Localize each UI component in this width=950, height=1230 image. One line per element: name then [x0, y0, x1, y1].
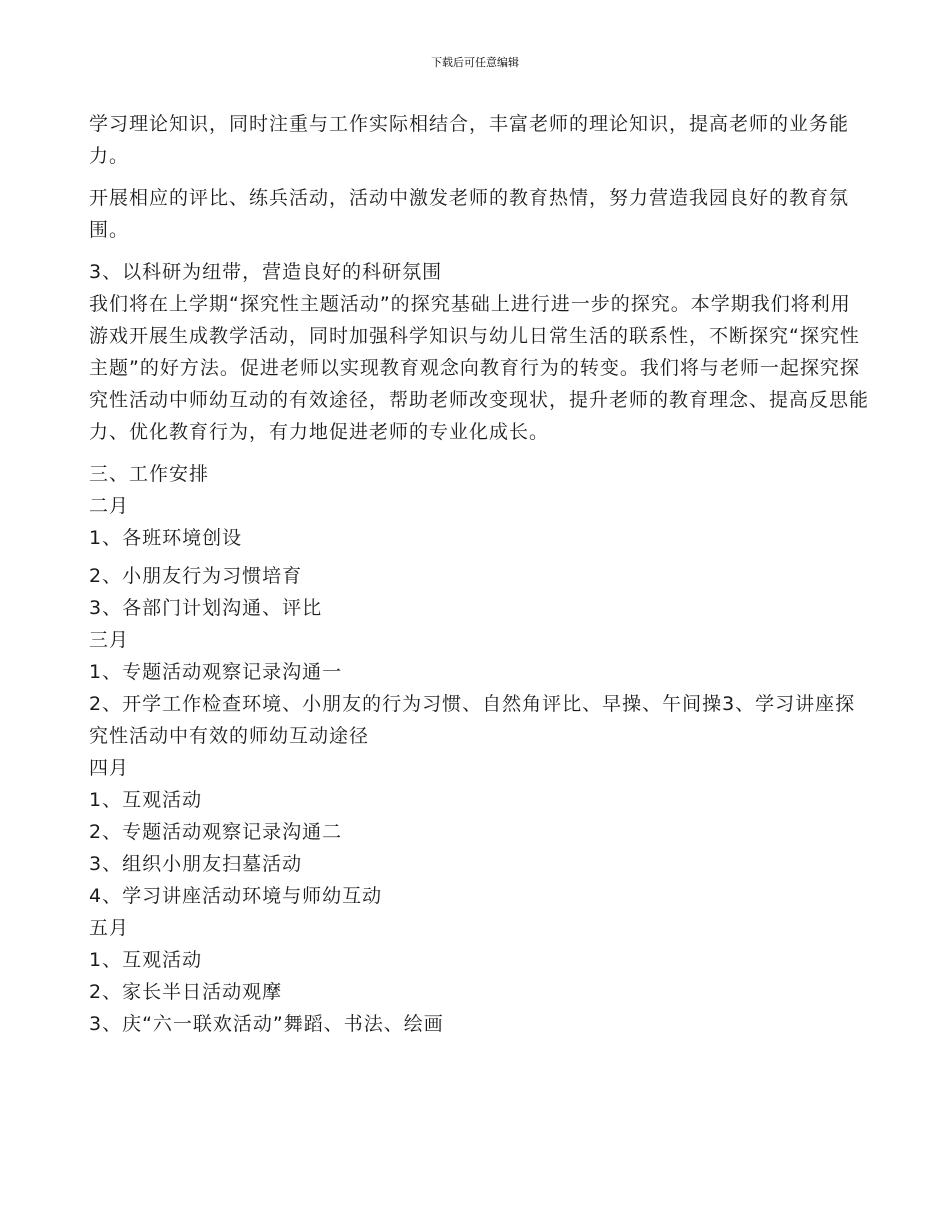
list-item: 1、各班环境创设 [89, 527, 243, 549]
month-may: 五月 [89, 917, 130, 939]
list-item: 2、小朋友行为习惯培育 [89, 565, 303, 587]
page-header: 下载后可任意编辑 [431, 56, 519, 69]
list-item: 3、组织小朋友扫墓活动 [89, 853, 303, 875]
paragraph-research: 我们将在上学期“探究性主题活动”的探究基础上进行进一步的探究。本学期我们将利用游戏开展生成教学活动，同时加强科学知识与幼儿日常生活的联系性，不断探究“探究性主题”的好方法。促进老师以实现教育观念向教育行为的转变。我们将与老师一起探究探究性活动中师幼互动的有效途径，帮助老师改变现状，提升老师的教育理念、提高反思能力、优化教育行为，有力地促进老师的专业化成长。 [89, 293, 870, 443]
list-item: 1、互观活动 [89, 789, 203, 811]
month-feb: 二月 [89, 495, 130, 517]
list-item: 2、家长半日活动观摩 [89, 981, 283, 1003]
list-item: 3、各部门计划沟通、评比 [89, 597, 323, 619]
list-item: 1、互观活动 [89, 949, 203, 971]
list-item: 4、学习讲座活动环境与师幼互动 [89, 885, 383, 907]
list-item: 3、庆“六一联欢活动”舞蹈、书法、绘画 [89, 1013, 444, 1035]
month-mar: 三月 [89, 629, 130, 651]
paragraph-theory: 学习理论知识，同时注重与工作实际相结合，丰富老师的理论知识，提高老师的业务能力。 [89, 113, 850, 167]
section-heading-research: 3、以科研为纽带，营造良好的科研氛围 [89, 261, 443, 283]
list-item: 2、专题活动观察记录沟通二 [89, 821, 343, 843]
month-apr: 四月 [89, 757, 130, 779]
section-heading-schedule: 三、工作安排 [89, 463, 210, 485]
list-item: 2、开学工作检查环境、小朋友的行为习惯、自然角评比、早操、午间操3、学习讲座探究性活动中有效的师幼互动途径 [89, 693, 856, 747]
paragraph-competition: 开展相应的评比、练兵活动，活动中激发老师的教育热情，努力营造我园良好的教育氛围。 [89, 187, 850, 241]
document-body [89, 108, 869, 1040]
list-item: 1、专题活动观察记录沟通一 [89, 661, 343, 683]
